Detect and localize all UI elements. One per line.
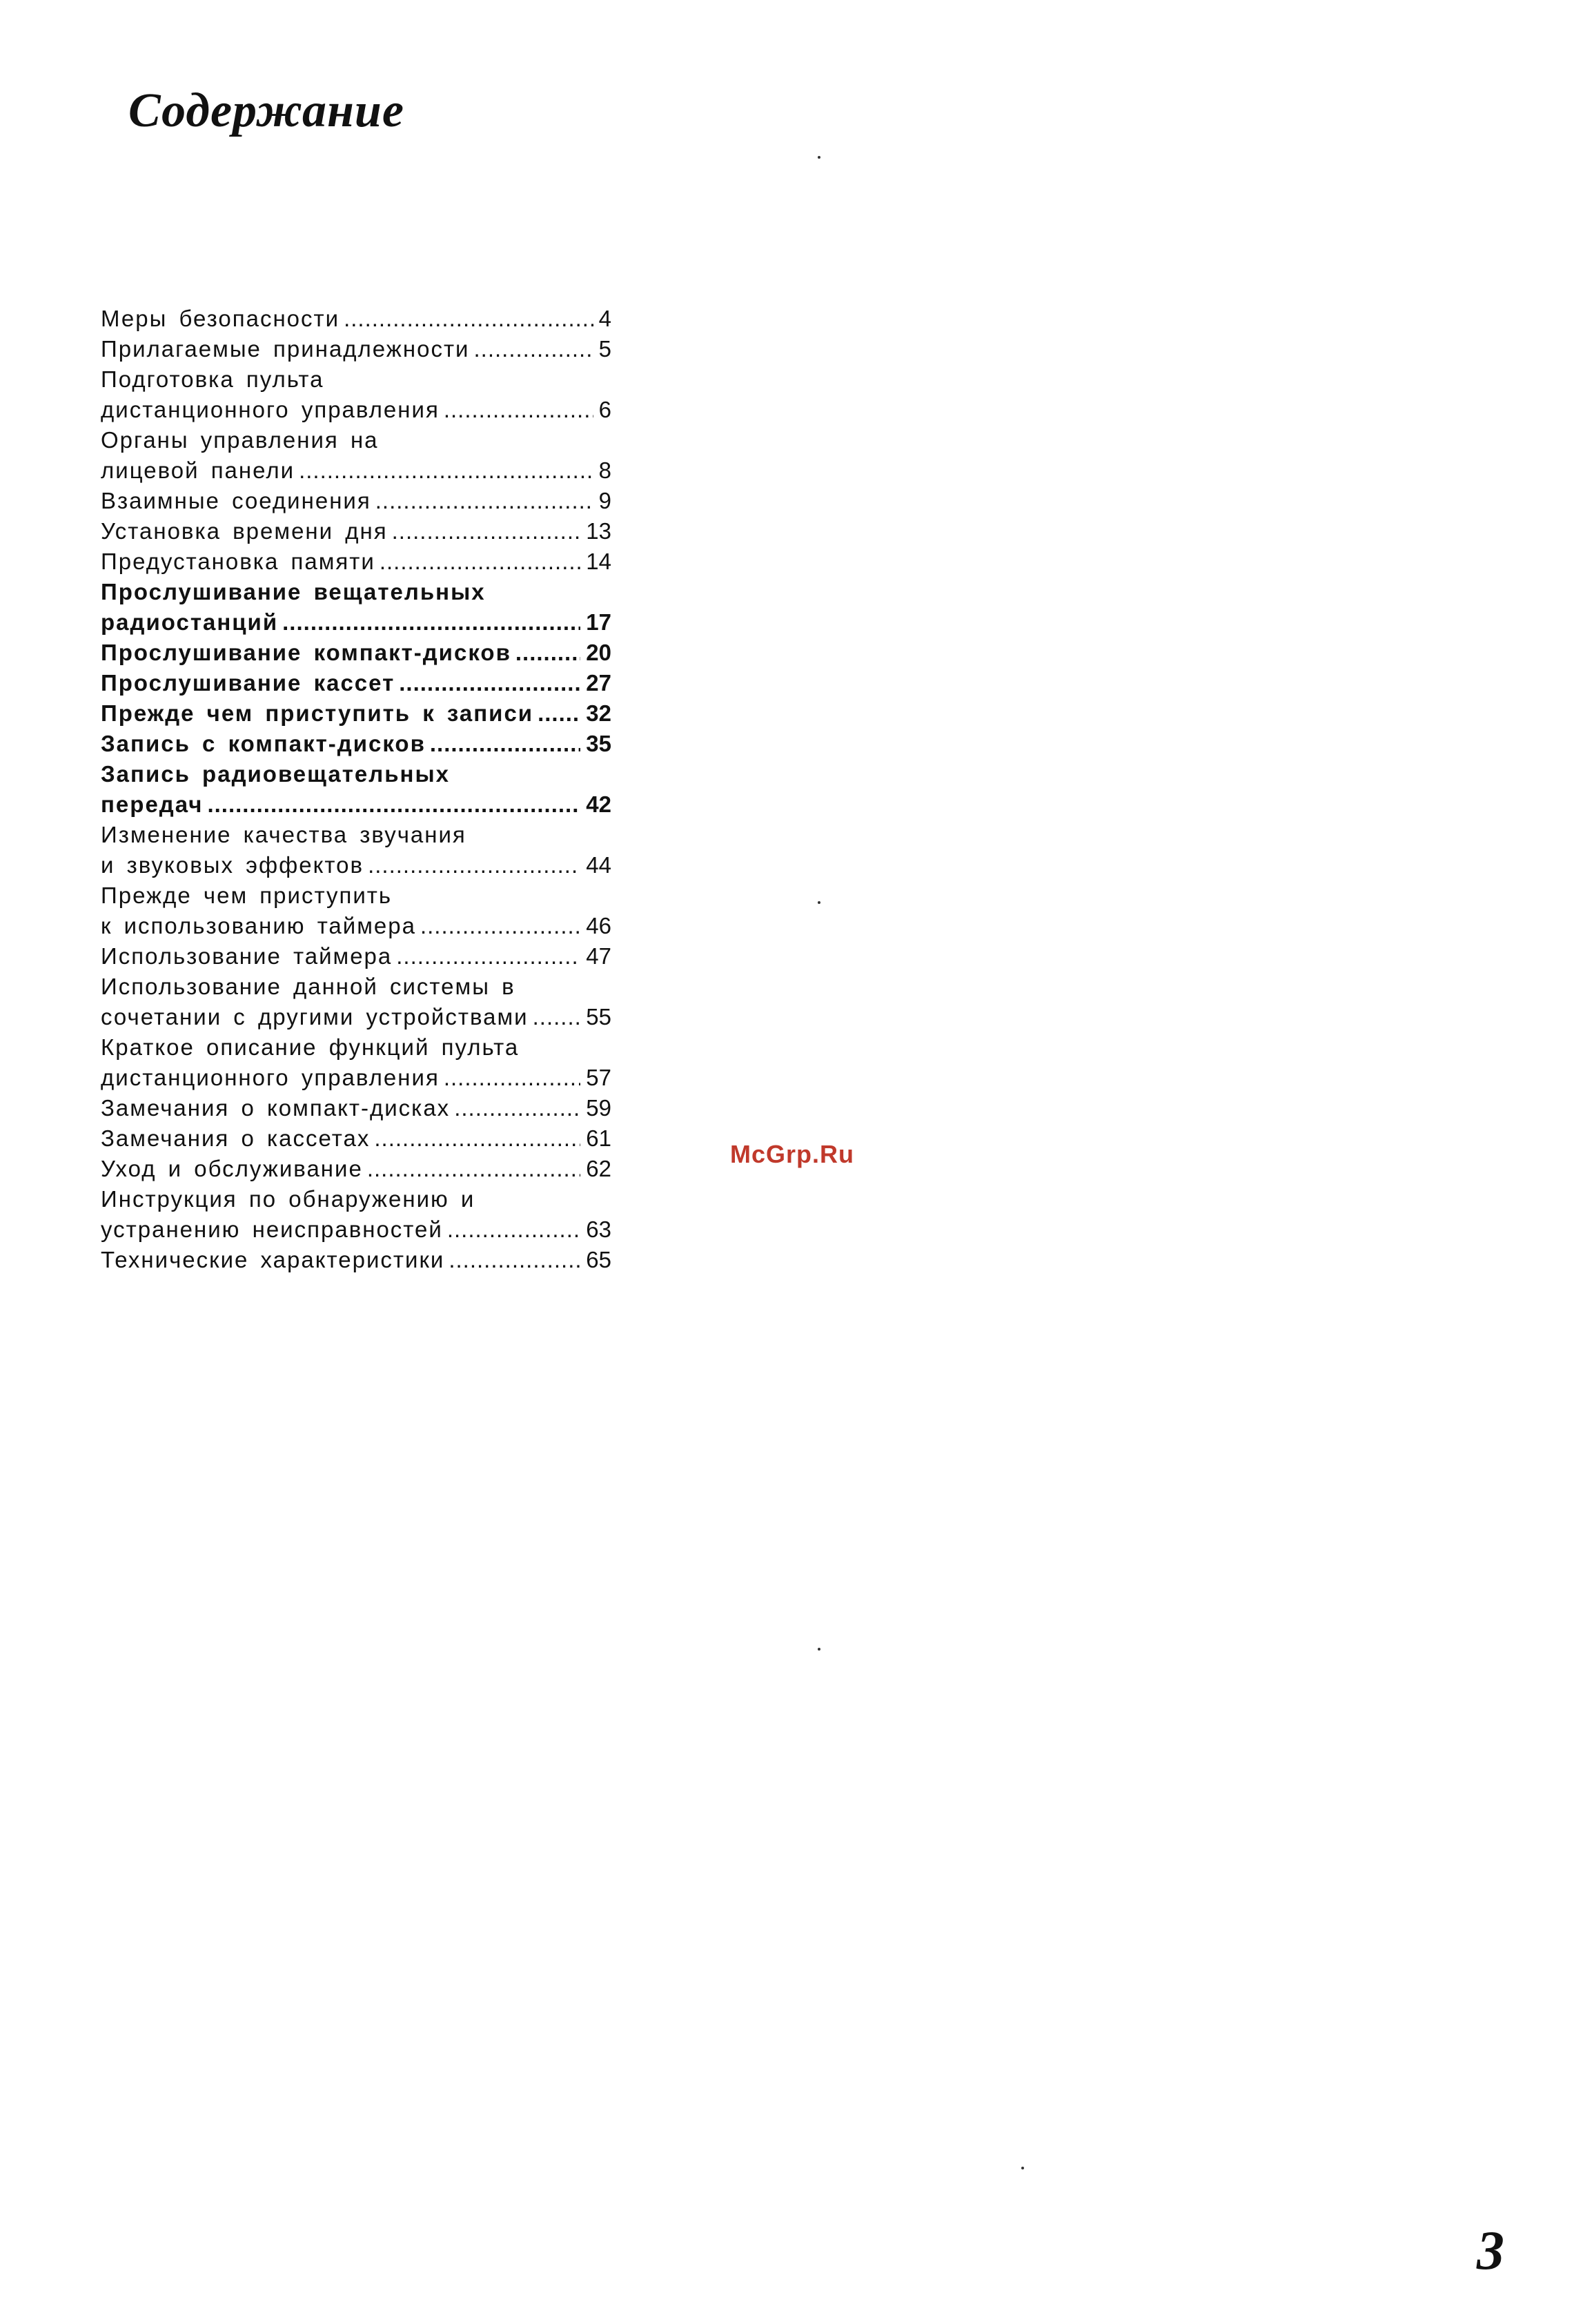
toc-entry-page: 6 — [598, 397, 611, 422]
toc-entry-title: Инструкция по обнаружению и — [101, 1186, 475, 1212]
toc-entry-title: Технические характеристики — [101, 1247, 445, 1272]
toc-entry-title: устранению неисправностей — [101, 1217, 443, 1242]
toc-entry-title: Органы управления на — [101, 427, 379, 453]
toc-entry — [101, 1154, 611, 1184]
toc-entry-page: 17 — [586, 609, 611, 635]
toc-entry-title: Прослушивание вещательных — [101, 579, 486, 604]
toc-entry-title: к использованию таймера — [101, 913, 416, 938]
toc-entry — [101, 668, 611, 698]
toc-entry-page: 61 — [586, 1125, 611, 1151]
toc-entry-page: 9 — [598, 488, 611, 513]
toc-entry — [101, 546, 611, 577]
toc-entry — [101, 1184, 611, 1214]
toc-entry-title: дистанционного управления — [101, 1065, 440, 1090]
toc-entry — [101, 911, 611, 941]
toc-entry-title: Установка времени дня — [101, 518, 388, 544]
toc-entry-page: 4 — [598, 306, 611, 331]
toc-entry-title: лицевой панели — [101, 457, 295, 483]
toc-dot-leader — [392, 516, 581, 546]
toc-entry-title: передач — [101, 791, 204, 817]
toc-entry-page: 62 — [586, 1156, 611, 1181]
toc-entry-title: Прослушивание компакт-дисков — [101, 640, 511, 665]
toc-entry-page: 57 — [586, 1065, 611, 1090]
toc-entry-title: Уход и обслуживание — [101, 1156, 363, 1181]
toc-entry — [101, 395, 611, 425]
toc-entry-title: Прослушивание кассет — [101, 670, 395, 696]
scan-speck — [818, 901, 820, 904]
toc-dot-leader — [474, 334, 593, 364]
page-title: Содержание — [128, 84, 404, 137]
toc-entry-title: Краткое описание функций пульта — [101, 1034, 520, 1060]
toc-dot-leader — [367, 1154, 580, 1184]
toc-entry-page: 5 — [598, 336, 611, 362]
toc-entry-title: Использование данной системы в — [101, 974, 515, 999]
toc-entry — [101, 638, 611, 668]
toc-entry — [101, 455, 611, 486]
toc-entry-page: 42 — [586, 791, 611, 817]
toc-dot-leader — [538, 698, 580, 729]
toc-entry-title: Прежде чем приступить — [101, 883, 393, 908]
toc-entry-page: 59 — [586, 1095, 611, 1121]
toc-dot-leader — [299, 455, 593, 486]
toc-dot-leader — [207, 789, 580, 820]
toc-entry — [101, 425, 611, 455]
toc-dot-leader — [344, 304, 593, 334]
toc-entry — [101, 1123, 611, 1154]
toc-dot-leader — [368, 850, 580, 880]
toc-entry-title: Изменение качества звучания — [101, 822, 466, 847]
toc-entry-title: Прилагаемые принадлежности — [101, 336, 470, 362]
toc-entry-title: Замечания о кассетах — [101, 1125, 371, 1151]
toc-entry-title: и звуковых эффектов — [101, 852, 364, 878]
toc-entry — [101, 850, 611, 880]
toc-entry — [101, 516, 611, 546]
toc-dot-leader — [515, 638, 580, 668]
toc-dot-leader — [374, 1123, 580, 1154]
toc-entry-page: 32 — [586, 700, 611, 726]
toc-dot-leader — [533, 1002, 581, 1032]
toc-dot-leader — [375, 486, 593, 516]
toc-entry-title: дистанционного управления — [101, 397, 440, 422]
toc-entry-title: Прежде чем приступить к записи — [101, 700, 534, 726]
toc-entry — [101, 364, 611, 395]
toc-entry — [101, 880, 611, 911]
toc-entry — [101, 607, 611, 638]
toc-dot-leader — [282, 607, 580, 638]
toc-entry-title: Замечания о компакт-дисках — [101, 1095, 451, 1121]
toc-dot-leader — [444, 1063, 580, 1093]
toc-entry — [101, 941, 611, 972]
toc-entry-page: 63 — [586, 1217, 611, 1242]
toc-entry — [101, 304, 611, 334]
scan-speck — [818, 156, 820, 159]
toc-dot-leader — [447, 1214, 580, 1245]
toc-entry-title: Запись радиовещательных — [101, 761, 450, 787]
toc-entry — [101, 1093, 611, 1123]
toc-dot-leader — [444, 395, 593, 425]
toc-entry — [101, 972, 611, 1002]
toc-entry-page: 20 — [586, 640, 611, 665]
toc-entry-title: Меры безопасности — [101, 306, 340, 331]
toc-entry-page: 35 — [586, 731, 611, 756]
toc-entry — [101, 1002, 611, 1032]
toc-entry — [101, 789, 611, 820]
toc-dot-leader — [454, 1093, 580, 1123]
toc-entry — [101, 334, 611, 364]
toc-entry — [101, 486, 611, 516]
toc-entry-page: 44 — [586, 852, 611, 878]
toc-entry-title: радиостанций — [101, 609, 279, 635]
table-of-contents — [101, 304, 611, 1275]
toc-entry — [101, 1245, 611, 1275]
toc-entry-title: Использование таймера — [101, 943, 393, 969]
toc-entry-title: Подготовка пульта — [101, 366, 324, 392]
toc-entry-title: сочетании с другими устройствами — [101, 1004, 529, 1030]
toc-entry-page: 27 — [586, 670, 611, 696]
toc-dot-leader — [420, 911, 580, 941]
toc-entry — [101, 1214, 611, 1245]
watermark: McGrp.Ru — [730, 1140, 855, 1168]
toc-entry-page: 65 — [586, 1247, 611, 1272]
page-number: 3 — [1477, 2220, 1504, 2281]
toc-entry-title: Предустановка памяти — [101, 549, 375, 574]
toc-entry — [101, 577, 611, 607]
toc-entry — [101, 1032, 611, 1063]
toc-dot-leader — [396, 941, 580, 972]
toc-entry-page: 47 — [586, 943, 611, 969]
toc-entry-page: 14 — [586, 549, 611, 574]
toc-entry — [101, 1063, 611, 1093]
toc-entry-title: Взаимные соединения — [101, 488, 371, 513]
toc-entry — [101, 759, 611, 789]
toc-entry-page: 8 — [598, 457, 611, 483]
scan-speck — [818, 1648, 820, 1651]
toc-entry-page: 55 — [586, 1004, 611, 1030]
toc-entry-page: 46 — [586, 913, 611, 938]
toc-entry — [101, 729, 611, 759]
toc-dot-leader — [449, 1245, 580, 1275]
toc-entry-title: Запись с компакт-дисков — [101, 731, 426, 756]
toc-entry — [101, 820, 611, 850]
toc-dot-leader — [399, 668, 580, 698]
toc-dot-leader — [380, 546, 580, 577]
toc-dot-leader — [430, 729, 580, 759]
toc-entry-page: 13 — [586, 518, 611, 544]
toc-entry — [101, 698, 611, 729]
scan-speck — [1021, 2167, 1024, 2169]
